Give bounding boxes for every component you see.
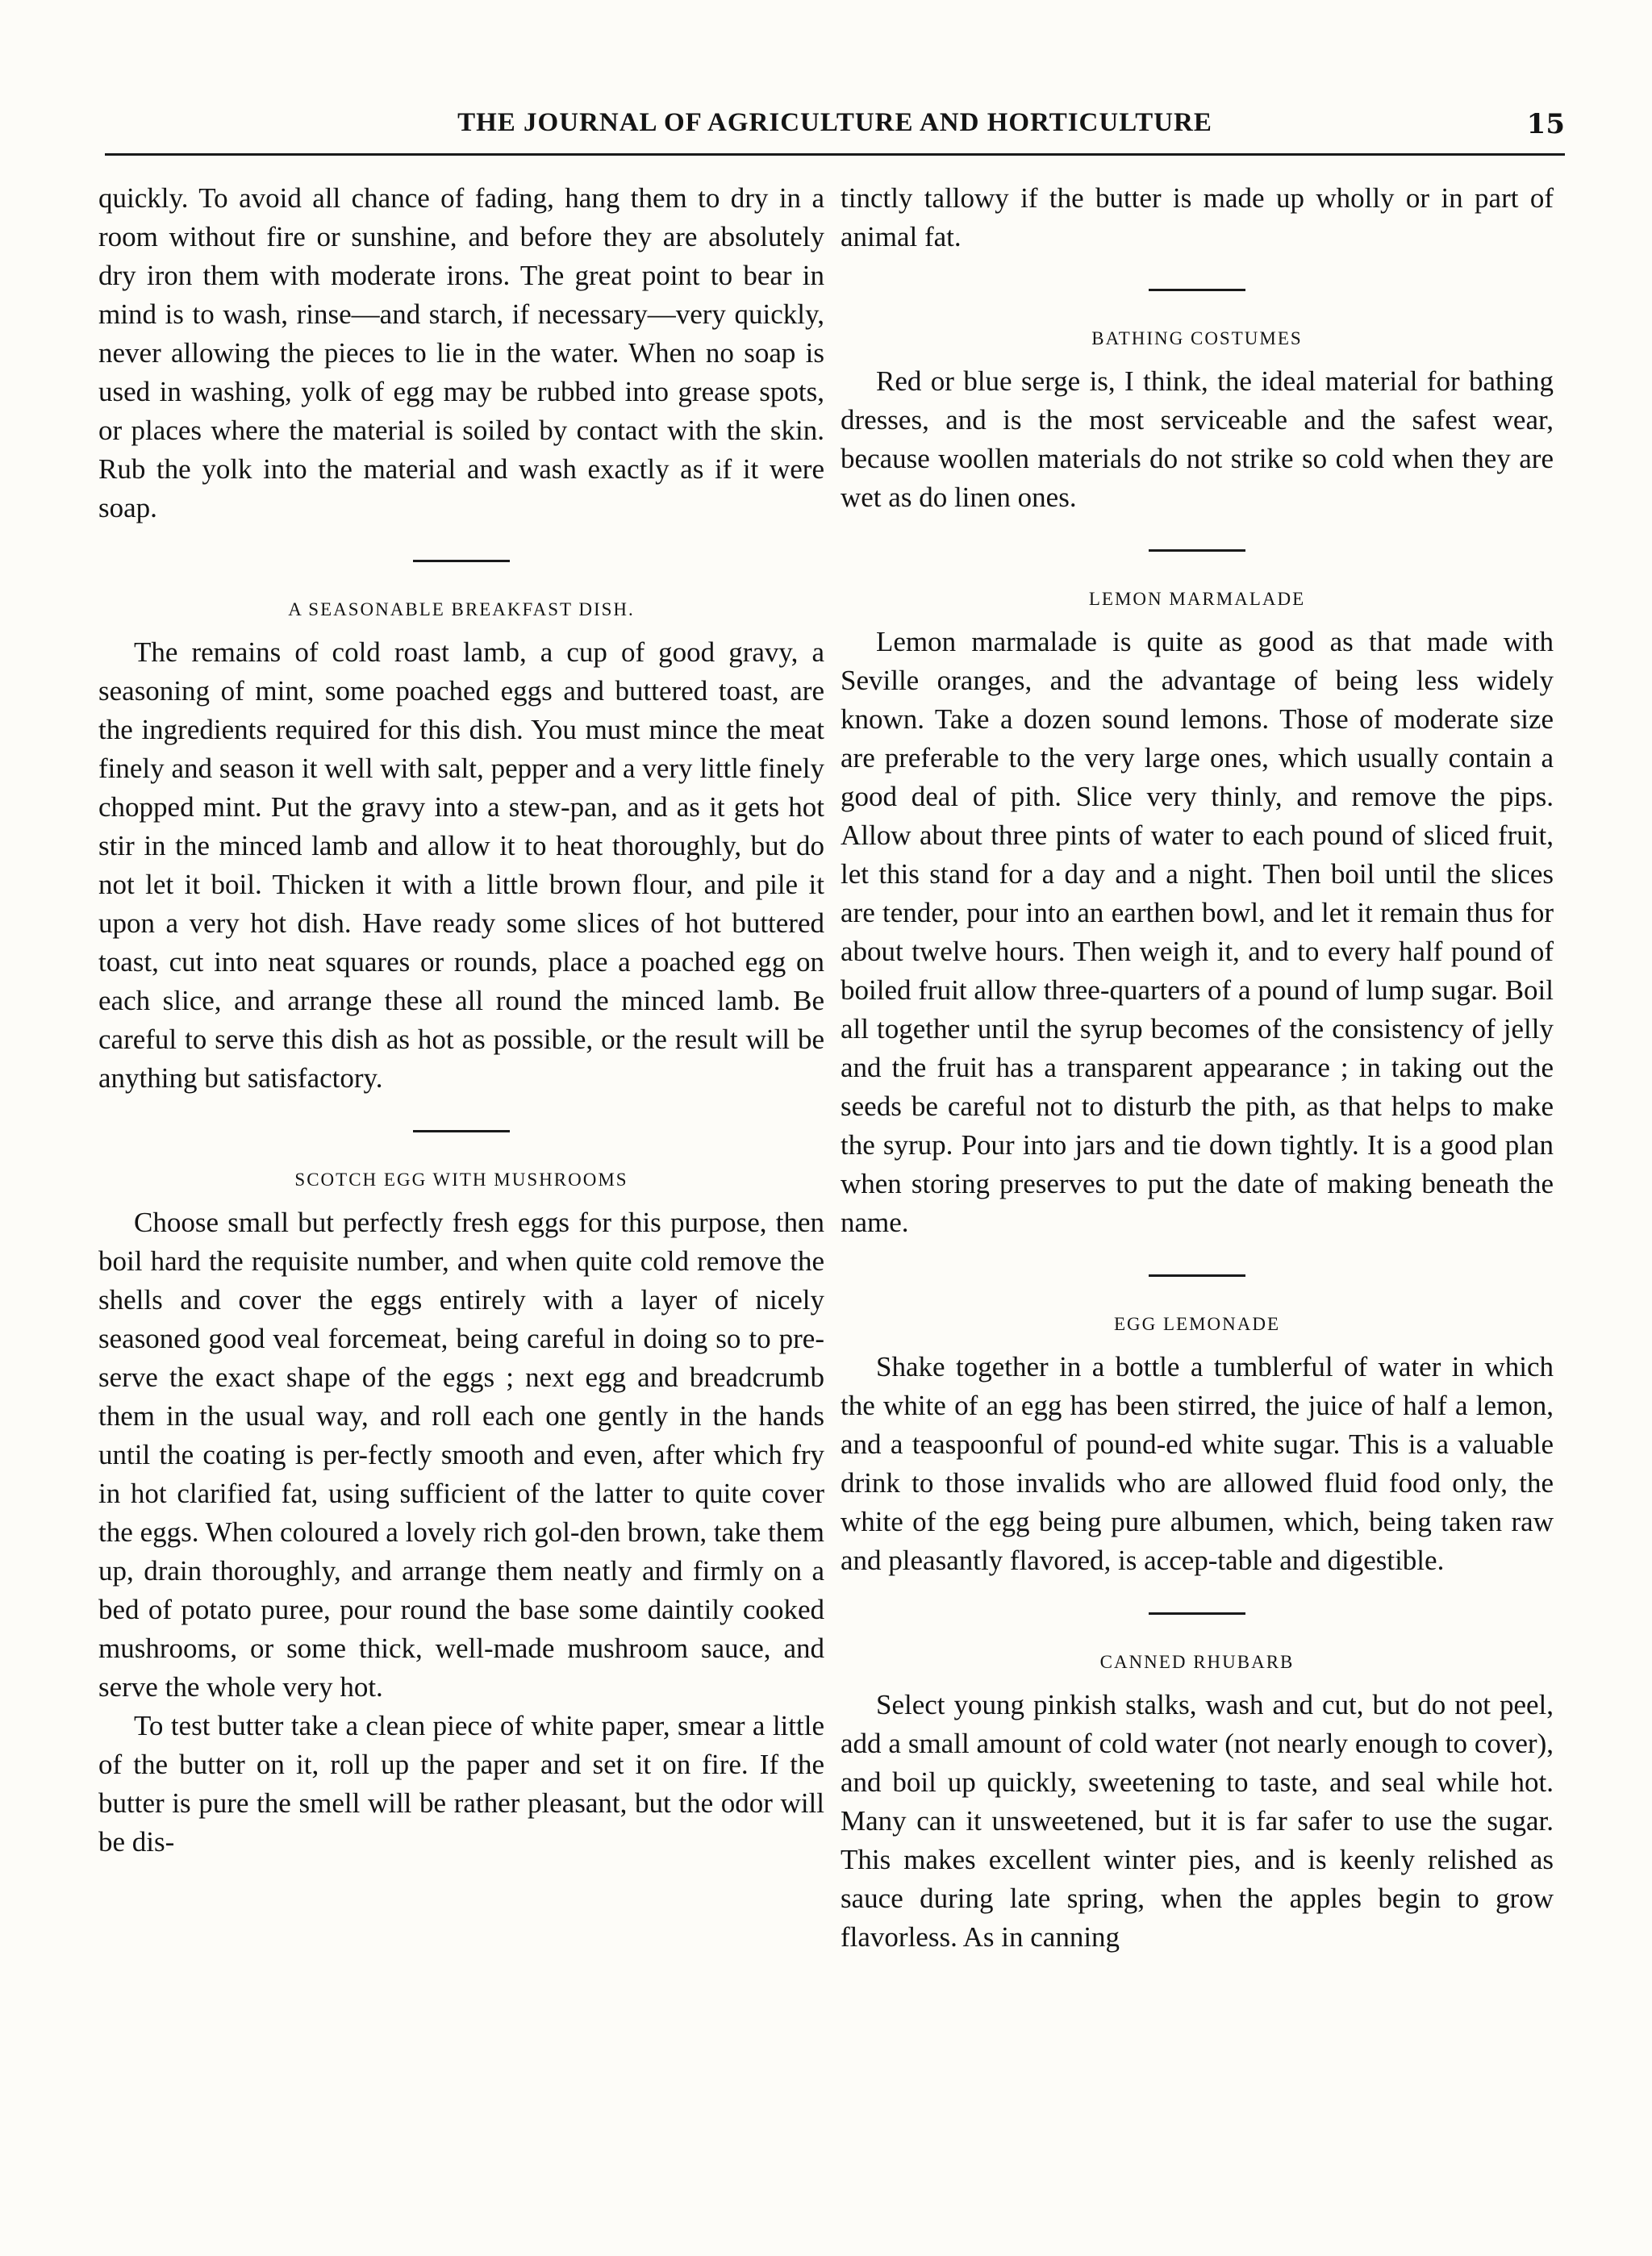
section-divider	[1149, 549, 1245, 552]
canned-rhubarb-heading: CANNED RHUBARB	[1099, 1652, 1295, 1672]
scotch-egg-text: Choose small but perfectly fresh eggs for this purpose, then boil hard the requisite number, and when quite cold remove the shells and cover the eggs entirely with a layer of nicely seasoned good veal forcemeat, being careful in doing so to pre-serve the exact shape of the eggs ; next egg and breadcrumb them in the usual way, and roll each one gently in the hands until the coating is per-fectly smooth and even, after which fry in hot clarified fat, using sufficient of the latter to quite cover the eggs. When coloured a lovely rich gol-den brown, take them up, drain thoroughly, and arrange them neatly and firmly on a bed of potato puree, pour round the base some daintily cooked mushrooms, or some thick, well-made mushroom sauce, and serve the whole very hot.	[98, 1207, 824, 1703]
bathing-heading: BATHING COSTUMES	[1091, 328, 1303, 348]
section-divider	[1149, 1274, 1245, 1277]
section-divider	[1149, 289, 1245, 291]
egg-lemonade-heading: EGG LEMONADE	[1113, 1314, 1281, 1334]
section-divider	[413, 1130, 510, 1132]
bathing-text: Red or blue serge is, I think, the ideal material for bathing dresses, and is the most serviceable and the safest wear, because woollen materials do not strike so cold when they are wet as do linen ones.	[841, 365, 1554, 513]
right-column	[841, 179, 1554, 1957]
butter-test-text: To test butter take a clean piece of white paper, smear a little of the butter on it, roll up the paper and set it on fire. If the butter is pure the smell will be rather pleasant, but the odor will be dis-	[98, 1710, 824, 1858]
page-header	[105, 108, 1565, 156]
lemon-marmalade-text: Lemon marmalade is quite as good as that made with Seville oranges, and the advantage of being less widely known. Take a dozen sound lemons. Those of moderate size are preferable to the very large ones, which usually contain a good deal of pith. Slice very thinly, and remove the pips. Allow about three pints of water to each pound of sliced fruit, let this stand for a day and a night. Then boil until the slices are tender, pour into an earthen bowl, and let it remain thus for about twelve hours. Then weigh it, and to every half pound of boiled fruit allow three-quarters of a pound of lump sugar. Boil all together until the syrup becomes of the consistency of jelly and the fruit has a transparent appearance ; in taking out the seeds be careful not to disturb the pith, as that helps to make the syrup. Pour into jars and tie down tightly. It is a good plan when storing preserves to put the date of making beneath the name.	[841, 626, 1554, 1238]
page-number: 15	[1526, 108, 1565, 140]
breakfast-heading: A SEASONABLE BREAKFAST DISH.	[288, 599, 635, 619]
section-divider	[1149, 1612, 1245, 1615]
left-column	[98, 179, 824, 1862]
continuation-paragraph: tinctly tallowy if the butter is made up wholly or in part of animal fat.	[841, 182, 1554, 252]
breakfast-text: The remains of cold roast lamb, a cup of good gravy, a seasoning of mint, some poached eggs and buttered toast, are the ingredients required for this dish. You must mince the meat finely and season it well with salt, pepper and a very little finely chopped mint. Put the gravy into a stew-pan, and as it gets hot stir in the minced lamb and allow it to heat thoroughly, but do not let it boil. Thicken it with a little brown flour, and pile it upon a very hot dish. Have ready some slices of hot buttered toast, cut into neat squares or rounds, place a poached egg on each slice, and arrange these all round the minced lamb. Be careful to serve this dish as hot as possible, or the result will be anything but satisfactory.	[98, 636, 824, 1094]
section-divider	[413, 560, 510, 562]
intro-paragraph: quickly. To avoid all chance of fading, hang them to dry in a room without fire or sunshine, and before they are absolutely dry iron them with moderate irons. The great point to bear in mind is to wash, rinse—and starch, if necessary—very quickly, never allowing the pieces to lie in the water. When no soap is used in washing, yolk of egg may be rubbed into grease spots, or places where the material is soiled by contact with the skin. Rub the yolk into the material and wash exactly as if it were soap.	[98, 182, 824, 523]
egg-lemonade-text: Shake together in a bottle a tumblerful of water in which the white of an egg has been stirred, the juice of half a lemon, and a teaspoonful of pound-ed white sugar. This is a valuable drink to those invalids who are allowed fluid food only, the white of the egg being pure albumen, which, being taken raw and pleasantly flavored, is accep-table and digestible.	[841, 1351, 1554, 1576]
canned-rhubarb-text: Select young pinkish stalks, wash and cut, but do not peel, add a small amount of cold water (not nearly enough to cover), and boil up quickly, sweetening to taste, and seal while hot. Many can it unsweetened, but it is far safer to use the sugar. This makes excellent winter pies, and is keenly relished as sauce during late spring, when the apples begin to grow flavorless. As in canning	[841, 1689, 1554, 1953]
scotch-egg-heading: SCOTCH EGG WITH MUSHROOMS	[294, 1170, 628, 1190]
running-title: THE JOURNAL OF AGRICULTURE AND HORTICULTURE	[457, 108, 1212, 137]
lemon-marmalade-heading: LEMON MARMALADE	[1088, 589, 1306, 609]
